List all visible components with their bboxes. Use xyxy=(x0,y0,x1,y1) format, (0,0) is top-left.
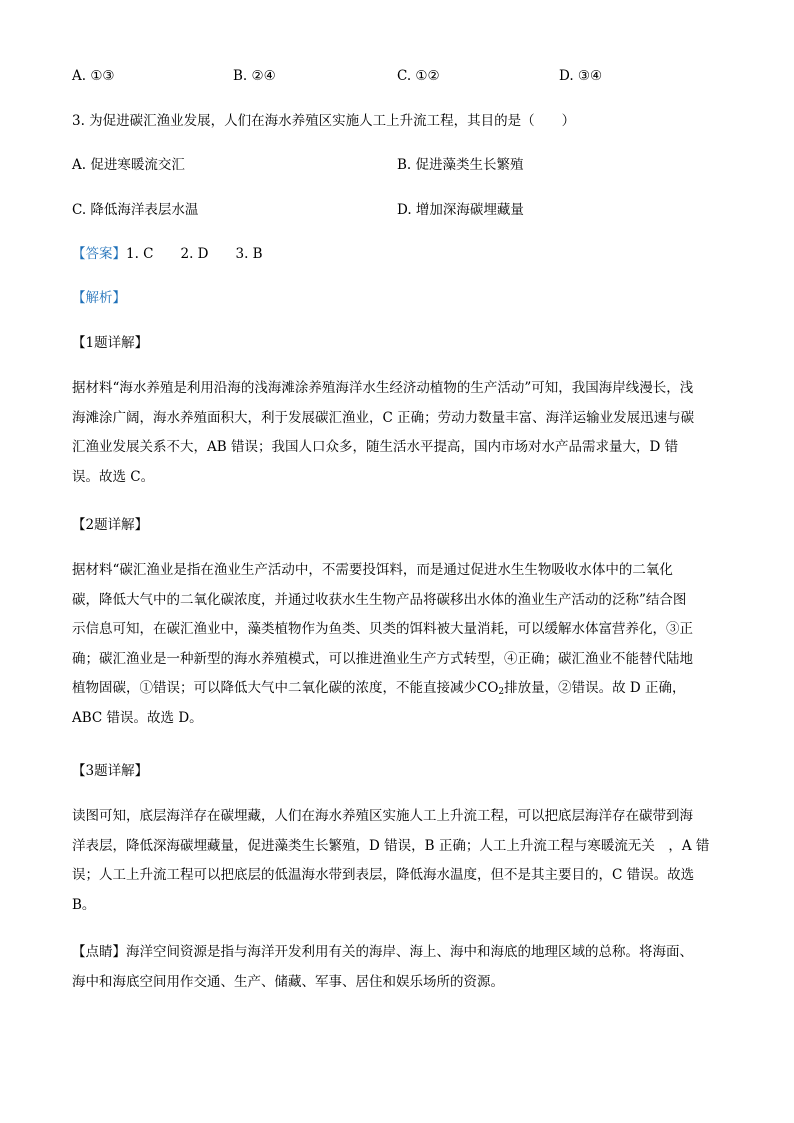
detail1-line: 海滩涂广阔，海水养殖面积大，利于发展碳汇渔业，C 正确；劳动力数量丰富、海洋运输业发展迅速与碳 xyxy=(72,409,695,426)
detail3-line: 读图可知，底层海洋存在碳埋藏，人们在海水养殖区实施人工上升流工程，可以把底层海洋存在碳带到海 xyxy=(72,808,693,824)
q3-options-row1 xyxy=(72,155,732,175)
detail1-line: 据材料“海水养殖是利用沿海的浅海滩涂养殖海洋水生经济动植物的生产活动”可知，我国海岸线漫长，浅 xyxy=(72,380,694,396)
note-line-2: 海中和海底空间用作交通、生产、储藏、军事、居住和娱乐场所的资源。 xyxy=(72,973,504,990)
co2-formula xyxy=(477,680,504,696)
detail1-line: 误。故选 C。 xyxy=(72,468,155,485)
detail3-heading: 【3题详解】 xyxy=(72,763,149,779)
note-label: 【点睛】 xyxy=(72,944,126,960)
detail3-body xyxy=(72,806,724,924)
answer-label: 【答案】 xyxy=(72,246,126,262)
detail2-line-tail: 排放量，②错误。故 D 正确， xyxy=(504,680,686,696)
detail1-line: 汇渔业发展关系不大，AB 错误；我国人口众多，随生活水平提高，国内市场对水产品需求量大，D 错 xyxy=(72,439,679,455)
detail2-line-co2 xyxy=(72,678,724,708)
detail3-line: 洋表层，降低深海碳埋藏量，促进藻类生长繁殖，D 错误，B 正确；人工上升流工程与寒暖流无关 ，A 错 xyxy=(72,837,710,854)
q2-options xyxy=(72,66,732,86)
q2-option-a: A. ①③ xyxy=(72,68,115,84)
q3-option-a: A. 促进寒暖流交汇 xyxy=(72,157,185,173)
q2-option-b: B. ②④ xyxy=(233,68,276,84)
detail2-line: 示信息可知，在碳汇渔业中，藻类植物作为鱼类、贝类的饵料被大量消耗，可以缓解水体富营养化，③正 xyxy=(72,621,693,637)
detail1-heading: 【1题详解】 xyxy=(72,335,149,351)
detail3-line: B。 xyxy=(72,896,96,913)
detail2-body xyxy=(72,560,724,737)
detail1-body xyxy=(72,378,724,496)
q3-option-b: B. 促进藻类生长繁殖 xyxy=(397,157,524,173)
note-line-1 xyxy=(72,942,724,972)
co2-co: CO xyxy=(477,680,499,696)
detail2-line: 碳，降低大气中的二氧化碳浓度，并通过收获水生生物产品将碳移出水体的渔业生产活动的泛称”结合图 xyxy=(72,591,687,608)
detail2-line: 据材料“碳汇渔业是指在渔业生产活动中，不需要投饵料，而是通过促进水生生物吸收水体中的二氧化 xyxy=(72,562,673,578)
detail2-line-head: 植物固碳，①错误；可以降低大气中二氧化碳的浓度，不能直接减少 xyxy=(72,680,477,696)
detail2-heading: 【2题详解】 xyxy=(72,517,149,533)
q3-option-c: C. 降低海洋表层水温 xyxy=(72,202,199,218)
co2-subscript: 2 xyxy=(498,687,505,697)
detail3-line: 误；人工上升流工程可以把底层的低温海水带到表层，降低海水温度，但不是其主要目的，C 错误。故选 xyxy=(72,867,695,883)
q2-option-c: C. ①② xyxy=(397,68,440,84)
answer-items: 1. C 2. D 3. B xyxy=(126,246,263,262)
q3-stem: 3. 为促进碳汇渔业发展，人们在海水养殖区实施人工上升流工程，其目的是（ ） xyxy=(72,113,576,129)
q3-option-d: D. 增加深海碳埋藏量 xyxy=(397,202,524,218)
q2-option-d: D. ③④ xyxy=(559,68,603,84)
note-body xyxy=(72,942,724,1001)
answer-line xyxy=(72,244,263,264)
note-text-1: 海洋空间资源是指与海洋开发利用有关的海岸、海上、海中和海底的地理区域的总称。将海面、 xyxy=(126,944,693,960)
q3-options-row2 xyxy=(72,200,732,220)
analysis-label: 【解析】 xyxy=(72,290,126,306)
detail2-line: ABC 错误。故选 D。 xyxy=(72,709,203,726)
detail2-line: 确；碳汇渔业是一种新型的海水养殖模式，可以推进渔业生产方式转型，④正确；碳汇渔业不能替代陆地 xyxy=(72,650,693,667)
